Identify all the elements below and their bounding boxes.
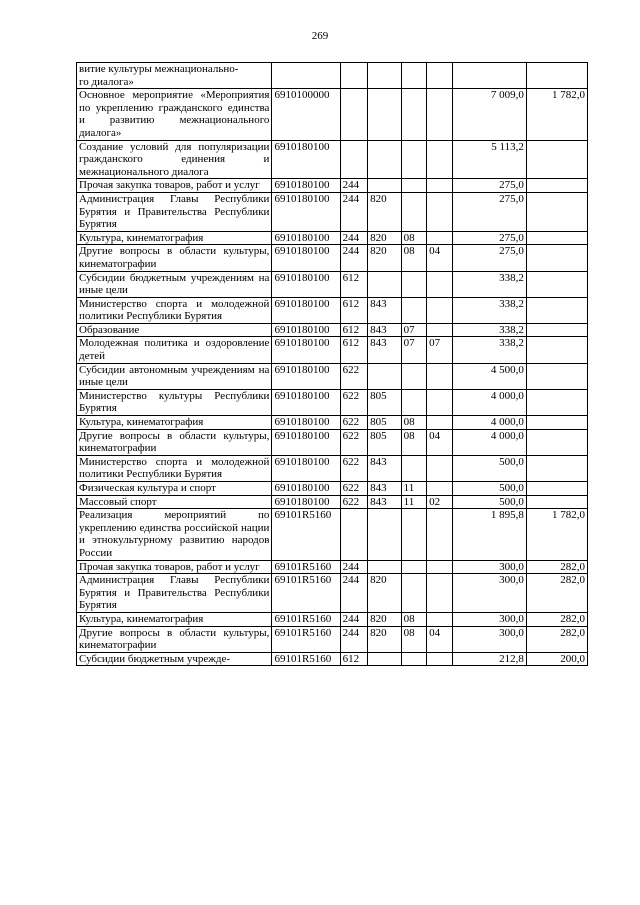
row-administrator-cell: 843 bbox=[368, 323, 402, 337]
row-amount-federal-cell bbox=[526, 337, 587, 363]
row-subsection-cell bbox=[427, 482, 452, 496]
row-subsection-cell bbox=[427, 509, 452, 560]
row-target-code-cell: 6910180100 bbox=[272, 271, 340, 297]
row-section-cell bbox=[401, 560, 426, 574]
row-expense-type-cell: 612 bbox=[340, 652, 367, 666]
row-section-cell bbox=[401, 63, 426, 89]
row-amount-federal-cell: 282,0 bbox=[526, 612, 587, 626]
row-target-code-cell: 6910180100 bbox=[272, 416, 340, 430]
row-section-cell bbox=[401, 271, 426, 297]
row-section-cell bbox=[401, 455, 426, 481]
table-row bbox=[77, 482, 588, 496]
row-expense-type-cell: 244 bbox=[340, 612, 367, 626]
row-amount-federal-cell bbox=[526, 363, 587, 389]
row-administrator-cell bbox=[368, 63, 402, 89]
row-administrator-cell: 805 bbox=[368, 429, 402, 455]
row-section-cell: 11 bbox=[401, 495, 426, 509]
table-row bbox=[77, 429, 588, 455]
budget-table bbox=[76, 62, 588, 666]
budget-table-body bbox=[77, 63, 588, 666]
row-amount-federal-cell bbox=[526, 179, 587, 193]
row-administrator-cell: 820 bbox=[368, 231, 402, 245]
row-amount-total-cell: 338,2 bbox=[452, 323, 526, 337]
row-amount-federal-cell bbox=[526, 231, 587, 245]
row-subsection-cell bbox=[427, 179, 452, 193]
row-administrator-cell: 843 bbox=[368, 297, 402, 323]
row-name-cell: Субсидии бюджетным учреждениям на иные цели bbox=[77, 271, 272, 297]
row-target-code-cell bbox=[272, 63, 340, 89]
row-section-cell bbox=[401, 179, 426, 193]
row-name-cell: Прочая закупка товаров, работ и услуг bbox=[77, 560, 272, 574]
row-amount-federal-cell bbox=[526, 416, 587, 430]
row-target-code-cell: 6910180100 bbox=[272, 297, 340, 323]
row-amount-total-cell: 275,0 bbox=[452, 192, 526, 231]
row-target-code-cell: 6910180100 bbox=[272, 482, 340, 496]
row-expense-type-cell: 612 bbox=[340, 297, 367, 323]
row-section-cell: 08 bbox=[401, 245, 426, 271]
row-amount-total-cell: 300,0 bbox=[452, 574, 526, 613]
row-name-cell: Министерство спорта и молодежной политики Республики Бурятия bbox=[77, 297, 272, 323]
row-section-cell bbox=[401, 89, 426, 140]
row-subsection-cell: 07 bbox=[427, 337, 452, 363]
row-amount-total-cell: 300,0 bbox=[452, 626, 526, 652]
row-expense-type-cell bbox=[340, 63, 367, 89]
table-row bbox=[77, 495, 588, 509]
table-row bbox=[77, 89, 588, 140]
row-subsection-cell bbox=[427, 560, 452, 574]
table-row bbox=[77, 337, 588, 363]
row-target-code-cell: 6910180100 bbox=[272, 231, 340, 245]
row-expense-type-cell: 244 bbox=[340, 192, 367, 231]
table-row bbox=[77, 626, 588, 652]
row-name-cell: Другие вопросы в области культуры, кинематографии bbox=[77, 626, 272, 652]
row-amount-federal-cell: 1 782,0 bbox=[526, 89, 587, 140]
row-section-cell: 08 bbox=[401, 626, 426, 652]
row-amount-total-cell: 4 000,0 bbox=[452, 389, 526, 415]
row-subsection-cell bbox=[427, 140, 452, 179]
row-administrator-cell: 805 bbox=[368, 389, 402, 415]
row-section-cell: 08 bbox=[401, 231, 426, 245]
row-target-code-cell: 6910180100 bbox=[272, 245, 340, 271]
row-amount-total-cell: 275,0 bbox=[452, 179, 526, 193]
row-administrator-cell: 843 bbox=[368, 337, 402, 363]
row-administrator-cell: 843 bbox=[368, 495, 402, 509]
row-subsection-cell bbox=[427, 652, 452, 666]
row-expense-type-cell: 622 bbox=[340, 482, 367, 496]
row-section-cell bbox=[401, 192, 426, 231]
row-amount-total-cell: 4 000,0 bbox=[452, 416, 526, 430]
row-target-code-cell: 69101R5160 bbox=[272, 560, 340, 574]
row-expense-type-cell: 622 bbox=[340, 363, 367, 389]
row-amount-federal-cell bbox=[526, 455, 587, 481]
row-expense-type-cell: 622 bbox=[340, 429, 367, 455]
row-name-cell: Создание условий для популяризации гражданского единения и межнационального диалога bbox=[77, 140, 272, 179]
row-subsection-cell bbox=[427, 192, 452, 231]
row-target-code-cell: 6910180100 bbox=[272, 495, 340, 509]
row-name-cell: Массовый спорт bbox=[77, 495, 272, 509]
row-amount-total-cell: 338,2 bbox=[452, 297, 526, 323]
row-section-cell bbox=[401, 140, 426, 179]
table-row bbox=[77, 271, 588, 297]
row-section-cell: 07 bbox=[401, 323, 426, 337]
row-section-cell: 07 bbox=[401, 337, 426, 363]
row-administrator-cell bbox=[368, 89, 402, 140]
row-expense-type-cell: 612 bbox=[340, 271, 367, 297]
row-amount-federal-cell bbox=[526, 63, 587, 89]
page-number: 269 bbox=[311, 30, 329, 42]
row-expense-type-cell: 244 bbox=[340, 231, 367, 245]
row-administrator-cell: 843 bbox=[368, 482, 402, 496]
row-target-code-cell: 6910180100 bbox=[272, 140, 340, 179]
row-administrator-cell: 820 bbox=[368, 245, 402, 271]
table-row bbox=[77, 140, 588, 179]
row-target-code-cell: 69101R5160 bbox=[272, 509, 340, 560]
row-name-cell: Культура, кинематография bbox=[77, 416, 272, 430]
row-subsection-cell bbox=[427, 231, 452, 245]
row-subsection-cell bbox=[427, 271, 452, 297]
row-subsection-cell bbox=[427, 612, 452, 626]
row-amount-total-cell: 5 113,2 bbox=[452, 140, 526, 179]
row-name-cell: Реализация мероприятий по укреплению единства российской нации и этнокультурному развитию народов России bbox=[77, 509, 272, 560]
row-amount-federal-cell: 1 782,0 bbox=[526, 509, 587, 560]
row-administrator-cell bbox=[368, 509, 402, 560]
row-administrator-cell bbox=[368, 560, 402, 574]
row-subsection-cell bbox=[427, 89, 452, 140]
row-amount-federal-cell: 282,0 bbox=[526, 574, 587, 613]
row-section-cell bbox=[401, 297, 426, 323]
row-amount-total-cell: 275,0 bbox=[452, 231, 526, 245]
row-name-cell: Субсидии автономным учреждениям на иные цели bbox=[77, 363, 272, 389]
row-amount-federal-cell bbox=[526, 271, 587, 297]
table-row bbox=[77, 363, 588, 389]
row-subsection-cell bbox=[427, 363, 452, 389]
row-expense-type-cell: 244 bbox=[340, 626, 367, 652]
row-administrator-cell: 820 bbox=[368, 626, 402, 652]
row-expense-type-cell: 244 bbox=[340, 574, 367, 613]
row-administrator-cell: 843 bbox=[368, 455, 402, 481]
row-name-cell: Администрация Главы Республики Бурятия и Правительства Республики Бурятия bbox=[77, 192, 272, 231]
row-section-cell: 08 bbox=[401, 429, 426, 455]
row-amount-total-cell bbox=[452, 63, 526, 89]
table-row bbox=[77, 560, 588, 574]
row-target-code-cell: 6910180100 bbox=[272, 192, 340, 231]
row-name-cell: Субсидии бюджетным учрежде- bbox=[77, 652, 272, 666]
table-row bbox=[77, 63, 588, 89]
row-amount-federal-cell bbox=[526, 389, 587, 415]
row-expense-type-cell: 244 bbox=[340, 179, 367, 193]
row-name-cell: Министерство культуры Республики Бурятия bbox=[77, 389, 272, 415]
row-section-cell bbox=[401, 574, 426, 613]
row-amount-federal-cell bbox=[526, 429, 587, 455]
row-expense-type-cell: 244 bbox=[340, 560, 367, 574]
table-row bbox=[77, 416, 588, 430]
row-subsection-cell bbox=[427, 323, 452, 337]
row-amount-total-cell: 212,8 bbox=[452, 652, 526, 666]
row-expense-type-cell: 622 bbox=[340, 455, 367, 481]
row-subsection-cell bbox=[427, 63, 452, 89]
row-subsection-cell bbox=[427, 455, 452, 481]
table-row bbox=[77, 323, 588, 337]
row-amount-federal-cell: 282,0 bbox=[526, 626, 587, 652]
row-section-cell: 08 bbox=[401, 612, 426, 626]
table-row bbox=[77, 192, 588, 231]
table-row bbox=[77, 612, 588, 626]
row-amount-federal-cell bbox=[526, 297, 587, 323]
row-administrator-cell bbox=[368, 271, 402, 297]
row-name-cell: Молодежная политика и оздоровление детей bbox=[77, 337, 272, 363]
row-amount-total-cell: 300,0 bbox=[452, 560, 526, 574]
row-target-code-cell: 6910180100 bbox=[272, 363, 340, 389]
row-name-cell: витие культуры межнационально- го диалога» bbox=[77, 63, 272, 89]
row-amount-total-cell: 4 500,0 bbox=[452, 363, 526, 389]
row-name-cell: Администрация Главы Республики Бурятия и Правительства Республики Бурятия bbox=[77, 574, 272, 613]
row-target-code-cell: 6910180100 bbox=[272, 179, 340, 193]
row-administrator-cell bbox=[368, 140, 402, 179]
row-amount-federal-cell bbox=[526, 323, 587, 337]
row-expense-type-cell bbox=[340, 140, 367, 179]
row-administrator-cell: 820 bbox=[368, 574, 402, 613]
table-row bbox=[77, 231, 588, 245]
row-target-code-cell: 6910180100 bbox=[272, 429, 340, 455]
row-target-code-cell: 6910100000 bbox=[272, 89, 340, 140]
row-amount-federal-cell bbox=[526, 482, 587, 496]
row-administrator-cell: 820 bbox=[368, 192, 402, 231]
table-row bbox=[77, 245, 588, 271]
table-row bbox=[77, 297, 588, 323]
row-amount-total-cell: 275,0 bbox=[452, 245, 526, 271]
row-name-cell: Другие вопросы в области культуры, кинематографии bbox=[77, 245, 272, 271]
table-row bbox=[77, 509, 588, 560]
row-target-code-cell: 69101R5160 bbox=[272, 626, 340, 652]
row-section-cell: 11 bbox=[401, 482, 426, 496]
row-subsection-cell bbox=[427, 574, 452, 613]
row-subsection-cell: 02 bbox=[427, 495, 452, 509]
row-name-cell: Культура, кинематография bbox=[77, 612, 272, 626]
row-expense-type-cell: 622 bbox=[340, 495, 367, 509]
table-row bbox=[77, 652, 588, 666]
row-expense-type-cell: 612 bbox=[340, 337, 367, 363]
row-amount-total-cell: 500,0 bbox=[452, 495, 526, 509]
row-target-code-cell: 6910180100 bbox=[272, 337, 340, 363]
row-administrator-cell bbox=[368, 363, 402, 389]
row-section-cell bbox=[401, 389, 426, 415]
row-amount-total-cell: 338,2 bbox=[452, 337, 526, 363]
row-amount-federal-cell bbox=[526, 495, 587, 509]
row-expense-type-cell bbox=[340, 89, 367, 140]
row-name-cell: Другие вопросы в области культуры, кинематографии bbox=[77, 429, 272, 455]
table-row bbox=[77, 574, 588, 613]
row-amount-total-cell: 500,0 bbox=[452, 455, 526, 481]
row-target-code-cell: 69101R5160 bbox=[272, 612, 340, 626]
row-name-cell: Культура, кинематография bbox=[77, 231, 272, 245]
row-subsection-cell bbox=[427, 389, 452, 415]
row-target-code-cell: 69101R5160 bbox=[272, 574, 340, 613]
row-section-cell bbox=[401, 509, 426, 560]
row-target-code-cell: 6910180100 bbox=[272, 455, 340, 481]
row-section-cell: 08 bbox=[401, 416, 426, 430]
row-administrator-cell: 805 bbox=[368, 416, 402, 430]
row-administrator-cell bbox=[368, 652, 402, 666]
row-expense-type-cell bbox=[340, 509, 367, 560]
row-target-code-cell: 6910180100 bbox=[272, 389, 340, 415]
row-name-cell: Министерство спорта и молодежной политики Республики Бурятия bbox=[77, 455, 272, 481]
row-section-cell bbox=[401, 652, 426, 666]
row-amount-total-cell: 1 895,8 bbox=[452, 509, 526, 560]
row-subsection-cell bbox=[427, 297, 452, 323]
row-expense-type-cell: 622 bbox=[340, 389, 367, 415]
row-expense-type-cell: 612 bbox=[340, 323, 367, 337]
row-amount-total-cell: 300,0 bbox=[452, 612, 526, 626]
row-subsection-cell bbox=[427, 416, 452, 430]
row-administrator-cell bbox=[368, 179, 402, 193]
row-amount-federal-cell bbox=[526, 192, 587, 231]
table-row bbox=[77, 389, 588, 415]
row-expense-type-cell: 244 bbox=[340, 245, 367, 271]
row-target-code-cell: 69101R5160 bbox=[272, 652, 340, 666]
row-amount-total-cell: 500,0 bbox=[452, 482, 526, 496]
row-section-cell bbox=[401, 363, 426, 389]
row-name-cell: Физическая культура и спорт bbox=[77, 482, 272, 496]
row-subsection-cell: 04 bbox=[427, 626, 452, 652]
row-administrator-cell: 820 bbox=[368, 612, 402, 626]
row-amount-total-cell: 4 000,0 bbox=[452, 429, 526, 455]
row-amount-total-cell: 7 009,0 bbox=[452, 89, 526, 140]
row-subsection-cell: 04 bbox=[427, 429, 452, 455]
row-amount-federal-cell: 200,0 bbox=[526, 652, 587, 666]
row-name-cell: Основное мероприятие «Мероприятия по укреплению гражданского единства и развитию межнационального диалога» bbox=[77, 89, 272, 140]
row-amount-federal-cell: 282,0 bbox=[526, 560, 587, 574]
row-target-code-cell: 6910180100 bbox=[272, 323, 340, 337]
row-expense-type-cell: 622 bbox=[340, 416, 367, 430]
row-amount-federal-cell bbox=[526, 140, 587, 179]
table-row bbox=[77, 455, 588, 481]
row-subsection-cell: 04 bbox=[427, 245, 452, 271]
table-row bbox=[77, 179, 588, 193]
row-name-cell: Прочая закупка товаров, работ и услуг bbox=[77, 179, 272, 193]
row-amount-federal-cell bbox=[526, 245, 587, 271]
row-name-cell: Образование bbox=[77, 323, 272, 337]
row-amount-total-cell: 338,2 bbox=[452, 271, 526, 297]
